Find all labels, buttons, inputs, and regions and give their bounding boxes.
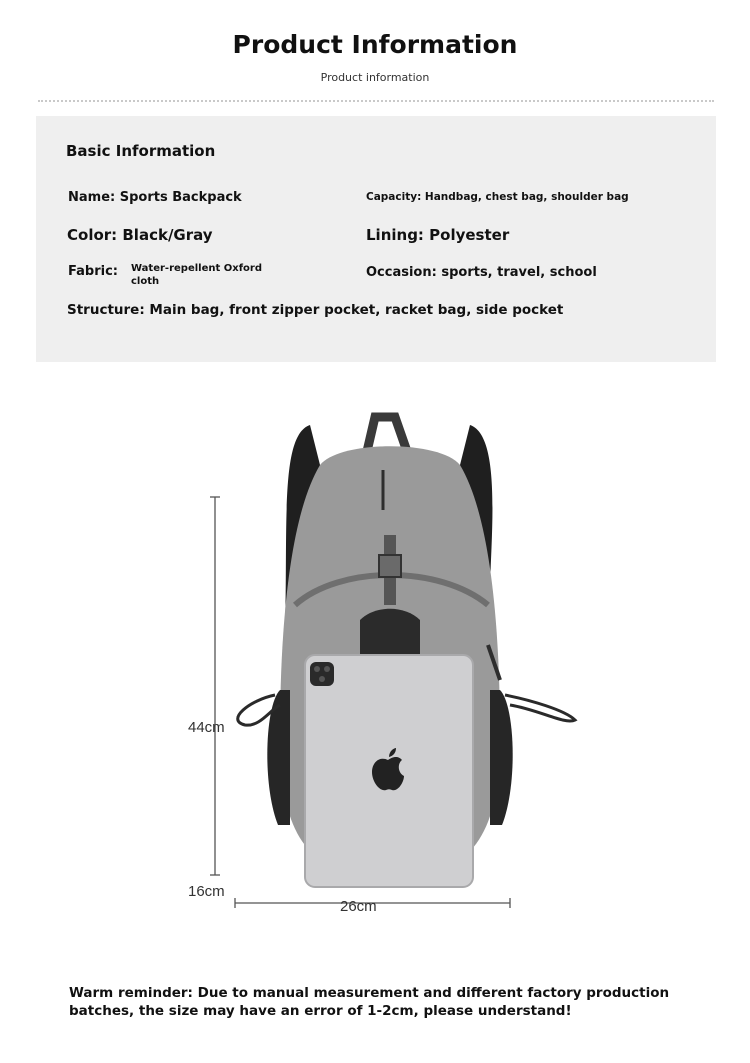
height-dimension-label: 44cm (188, 719, 225, 736)
occasion-field: Occasion: sports, travel, school (366, 265, 597, 280)
page-subtitle: Product information (320, 71, 430, 84)
color-field: Color: Black/Gray (67, 226, 213, 244)
divider (38, 100, 714, 102)
lining-field: Lining: Polyester (366, 226, 510, 244)
capacity-field: Capacity: Handbag, chest bag, shoulder bag (366, 191, 629, 203)
fabric-value: Water-repellent Oxford cloth (131, 263, 263, 287)
warm-reminder-text: Warm reminder: Due to manual measurement and different factory production batches, the size may have an error of 1-2cm, please understand! (69, 985, 670, 1019)
structure-field: Structure: Main bag, front zipper pocket, racket bag, side pocket (67, 302, 564, 318)
name-field: Name: Sports Backpack (68, 190, 242, 205)
basic-info-heading: Basic Information (66, 142, 216, 160)
depth-dimension-label: 16cm (188, 883, 225, 900)
basic-info-panel (36, 116, 716, 362)
page-title: Product Information (232, 30, 518, 59)
fabric-label: Fabric: (68, 264, 118, 279)
width-dimension-label: 26cm (340, 898, 377, 915)
backpack-image (170, 405, 610, 925)
